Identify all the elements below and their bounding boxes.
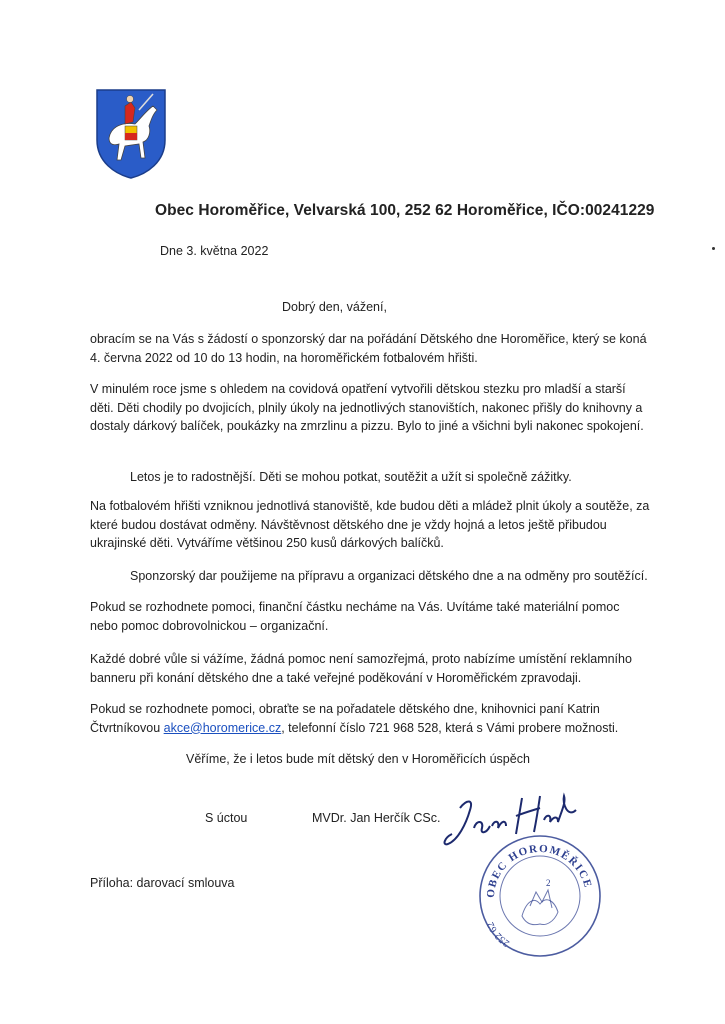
- paragraph-help-options: Pokud se rozhodnete pomoci, finanční částku necháme na Vás. Uvítáme také materiální pomoc nebo pomoc dobrovolnickou – organizační.: [90, 600, 620, 633]
- municipality-address-header: Obec Horoměřice, Velvarská 100, 252 62 Horoměřice, IČO:00241229: [155, 202, 655, 219]
- paragraph-last-year: V minulém roce jsme s ohledem na covidová opatření vytvořili dětskou stezku pro mladší a starší děti. Děti chodily po dvojicích, plnily úkoly na jednotlivých stanovištích, nakonec přišly do knihovny a dostaly dárkový balíček, poukázky na zmrzlinu a pizzu. Bylo to jiné a všichni byli nakonec spokojení.: [90, 382, 644, 433]
- municipal-stamp: [470, 826, 605, 961]
- paragraph-contact: [90, 700, 650, 737]
- letter-date: Dne 3. května 2022: [160, 244, 269, 258]
- contact-text-before: Pokud se rozhodnete pomoci, obraťte se na pořadatele dětského dne, knihovnici paní Katrin Čtvrtníkovou: [90, 702, 600, 735]
- closing-salutation: S úctou: [205, 811, 248, 825]
- scan-speck: [712, 247, 715, 250]
- paragraph-this-year: Letos je to radostnější. Děti se mohou potkat, soutěžit a užít si společně zážitky.: [130, 470, 572, 484]
- stamp-text-top: OBEC HOROMĚŘICE: [484, 842, 594, 899]
- signer-name: MVDr. Jan Herčík CSc.: [312, 811, 441, 825]
- paragraph-sponsorship-use: Sponzorský dar použijeme na přípravu a organizaci dětského dne a na odměny pro soutěžící.: [130, 569, 648, 583]
- letter-greeting: Dobrý den, vážení,: [282, 300, 387, 314]
- paragraph-stations: Na fotbalovém hřišti vzniknou jednotlivá stanoviště, kde budou děti a mládež plnit úkoly a soutěže, za které budou dostávat odměny. Návštěvnost dětského dne je vždy hojná a letos ještě přibudou ukrajinské děti. Vytváříme většinou 250 kusů dárkových balíčků.: [90, 499, 650, 550]
- coat-of-arms-logo: [95, 88, 167, 180]
- attachment-note: Příloha: darovací smlouva: [90, 876, 235, 890]
- svg-text:252 62: [485, 920, 512, 949]
- paragraph-closing-wish: Věříme, že i letos bude mít dětský den v Horoměřicích úspěch: [186, 752, 530, 766]
- stamp-text-left: 252 62: [485, 920, 512, 949]
- stamp-number: 2: [546, 878, 551, 888]
- paragraph-banner-offer: Každé dobré vůle si vážíme, žádná pomoc není samozřejmá, proto nabízíme umístění reklamního banneru při konání dětského dne a také veřejné poděkování v Horoměřickém zpravodaji.: [90, 652, 632, 685]
- paragraph-request: obracím se na Vás s žádostí o sponzorský dar na pořádání Dětského dne Horoměřice, který se koná 4. června 2022 od 10 do 13 hodin, na horoměřickém fotbalovém hřišti.: [90, 332, 647, 365]
- contact-email-link[interactable]: akce@horomerice.cz: [163, 720, 282, 735]
- contact-text-after: , telefonní číslo 721 968 528, která s Vámi probere možnosti.: [281, 720, 619, 735]
